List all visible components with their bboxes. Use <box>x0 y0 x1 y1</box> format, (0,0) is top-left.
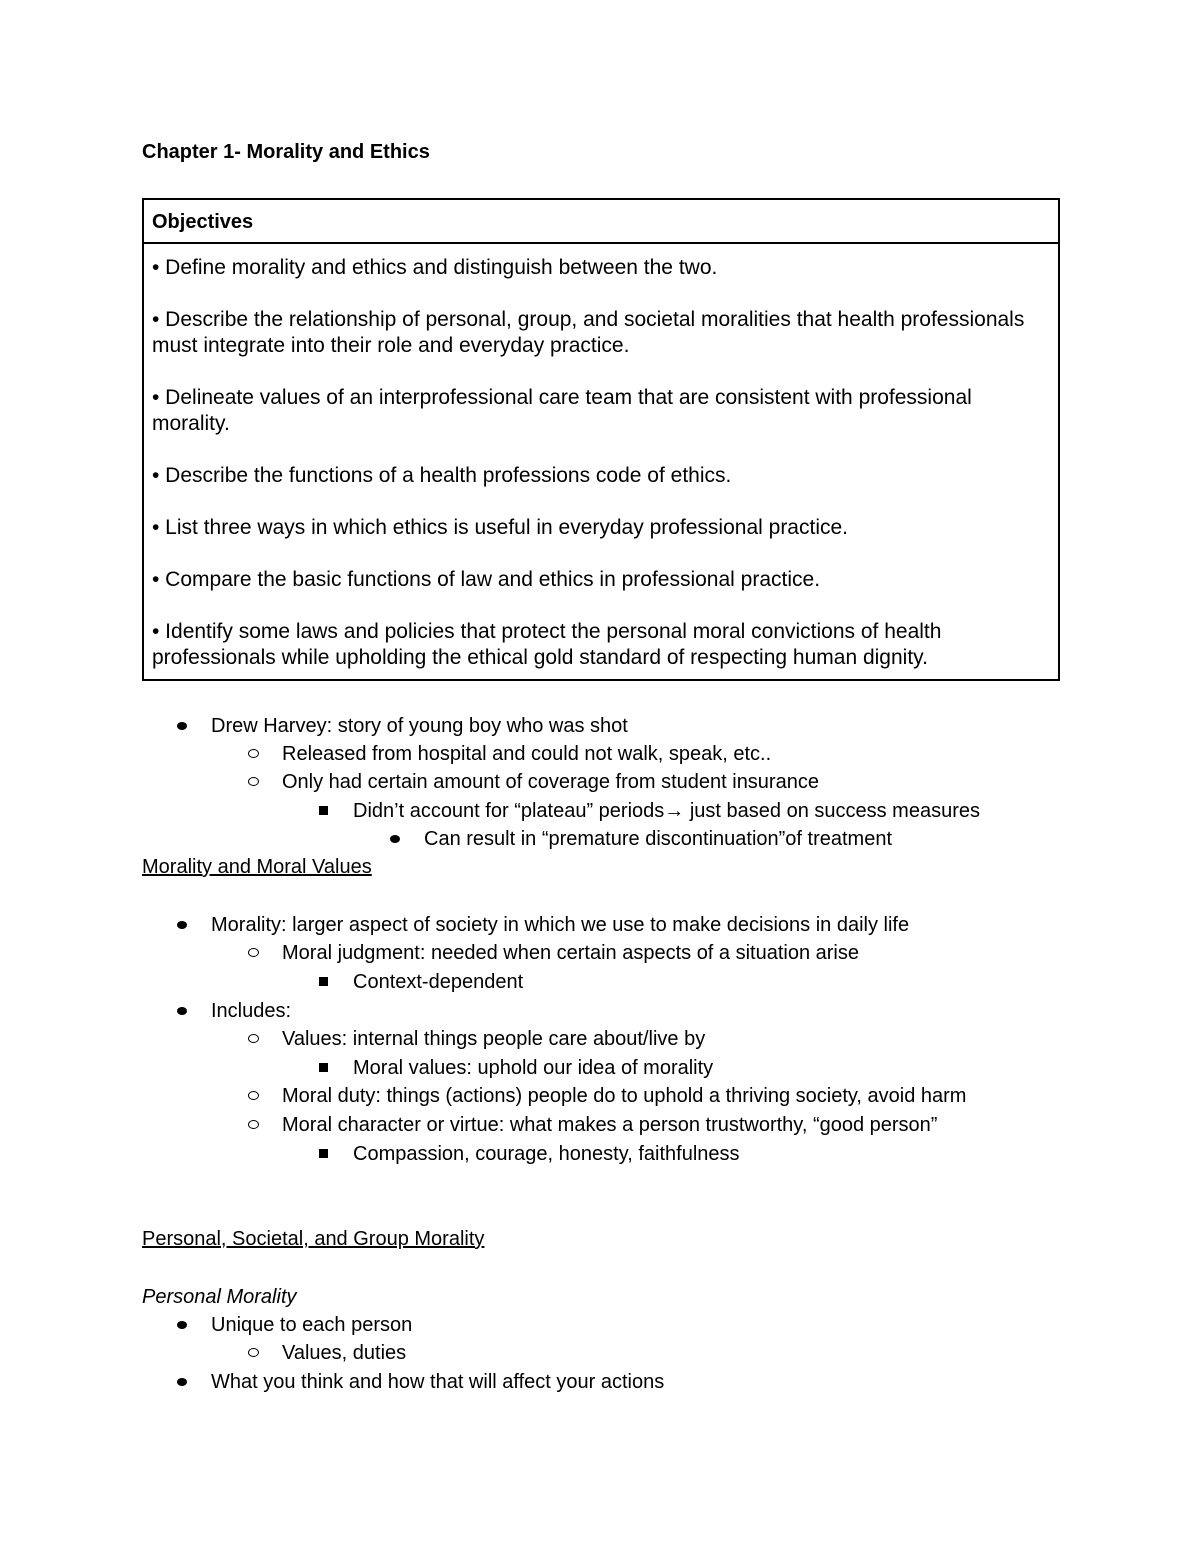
bullet-dot-icon <box>177 997 187 1025</box>
list-item: Released from hospital and could not walk, speak, etc.. <box>282 743 772 765</box>
list-item: Didn’t account for “plateau” periods→ just based on success measures <box>353 800 980 822</box>
list-item: Context-dependent <box>353 971 524 993</box>
list-item: Unique to each person <box>211 1314 413 1336</box>
bullet-dot-icon <box>177 911 187 939</box>
list-item: Moral values: uphold our idea of morality <box>353 1057 714 1079</box>
objective-item: • Identify some laws and policies that protect the personal moral convictions of health professionals while upholding the ethical gold standard of respecting human dignity. <box>152 620 942 669</box>
list-item: Moral judgment: needed when certain aspects of a situation arise <box>282 942 860 964</box>
objective-item: • Describe the relationship of personal, group, and societal moralities that health professionals must integrate into their role and everyday practice. <box>152 308 1025 357</box>
list-item: Moral character or virtue: what makes a person trustworthy, “good person” <box>282 1114 938 1136</box>
bullet-circle-icon <box>248 939 259 967</box>
objective-item: • Delineate values of an interprofessional care team that are consistent with professional morality. <box>152 386 972 435</box>
bullet-circle-icon <box>248 740 259 768</box>
objective-item: • Compare the basic functions of law and ethics in professional practice. <box>152 568 821 591</box>
bullet-dot-icon <box>177 712 187 740</box>
objectives-table <box>142 198 1060 681</box>
list-item: Compassion, courage, honesty, faithfulness <box>353 1143 740 1165</box>
page-title: Chapter 1- Morality and Ethics <box>142 141 430 163</box>
bullet-square-icon <box>319 1054 328 1082</box>
bullet-square-icon <box>319 797 328 825</box>
section-heading: Personal, Societal, and Group Morality <box>142 1228 485 1250</box>
list-item: Values, duties <box>282 1342 407 1364</box>
bullet-square-icon <box>319 968 328 996</box>
objective-item: • List three ways in which ethics is useful in everyday professional practice. <box>152 516 849 539</box>
bullet-square-icon <box>319 1140 328 1168</box>
list-item: Includes: <box>211 1000 292 1022</box>
list-item: What you think and how that will affect your actions <box>211 1371 665 1393</box>
objective-item: • Define morality and ethics and distinguish between the two. <box>152 256 718 279</box>
section-heading: Morality and Moral Values <box>142 856 372 878</box>
list-item: Only had certain amount of coverage from student insurance <box>282 771 819 793</box>
bullet-circle-icon <box>248 1111 259 1139</box>
list-item: Moral duty: things (actions) people do to uphold a thriving society, avoid harm <box>282 1085 967 1107</box>
list-item: Values: internal things people care about/live by <box>282 1028 706 1050</box>
objectives-header: Objectives <box>144 200 1058 244</box>
bullet-dot-icon <box>390 825 400 853</box>
list-item: Morality: larger aspect of society in which we use to make decisions in daily life <box>211 914 910 936</box>
objective-item: • Describe the functions of a health professions code of ethics. <box>152 464 732 487</box>
objectives-body <box>144 244 1058 679</box>
bullet-dot-icon <box>177 1368 187 1396</box>
bullet-dot-icon <box>177 1311 187 1339</box>
sub-heading: Personal Morality <box>142 1286 297 1308</box>
bullet-circle-icon <box>248 768 259 796</box>
bullet-circle-icon <box>248 1025 259 1053</box>
bullet-circle-icon <box>248 1082 259 1110</box>
list-item: Drew Harvey: story of young boy who was shot <box>211 715 628 737</box>
bullet-circle-icon <box>248 1339 259 1367</box>
list-item: Can result in “premature discontinuation”of treatment <box>424 828 893 850</box>
